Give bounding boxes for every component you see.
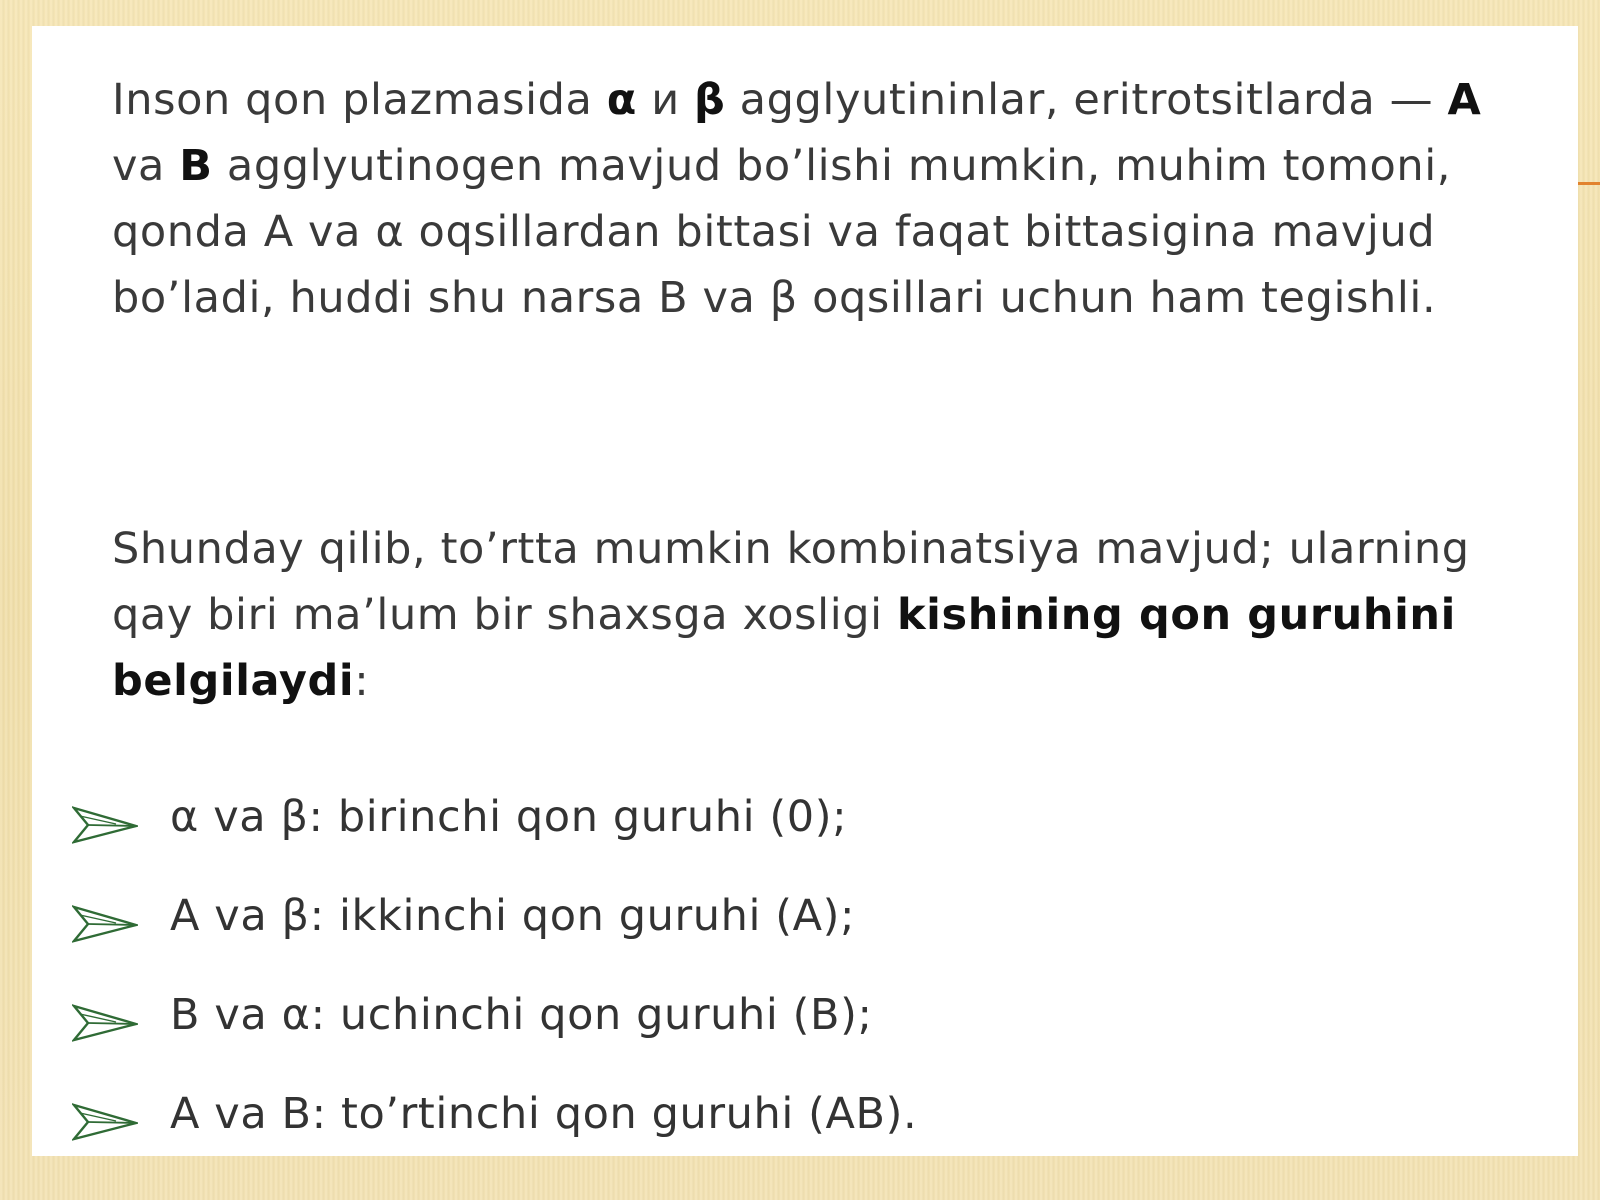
beta-bold: β [694, 75, 726, 125]
paragraph-text: : [354, 656, 370, 706]
list-item-text: B va α: uchinchi qon guruhi (B); [170, 990, 873, 1040]
paragraph-text: va [112, 141, 180, 191]
alpha-bold: α [606, 75, 637, 125]
list-item [72, 786, 917, 885]
list-item [72, 885, 917, 984]
paragraph-text: Inson qon plazmasida [112, 75, 607, 125]
arrow-bullet-icon [72, 903, 138, 943]
paragraph-text: Shunday qilib, to’rtta mumkin kombinatsiya mavjud; ularning qay biri ma’lum bir shaxsga xosligi [112, 524, 1470, 640]
paragraph-text: и [636, 75, 695, 125]
paragraph-agglutinins [112, 67, 1532, 331]
list-item [72, 984, 917, 1083]
antigen-b-bold: B [179, 141, 213, 191]
paragraph-text: agglyutinogen mavjud bo’lishi mumkin, muhim tomoni, qonda A va α oqsillardan bittasi va faqat bittasigina mavjud bo’ladi, huddi shu narsa B va β oqsillari uchun ham tegishli. [112, 141, 1452, 323]
blood-group-emphasis: kishining qon guruhini belgilaydi [112, 590, 1456, 706]
arrow-bullet-icon [72, 1101, 138, 1141]
list-item-text: A va β: ikkinchi qon guruhi (A); [170, 891, 856, 941]
list-item-text: A va B: to’rtinchi qon guruhi (AB). [170, 1089, 918, 1139]
list-item [72, 1083, 917, 1182]
blood-group-list [72, 786, 917, 1182]
arrow-bullet-icon [72, 1002, 138, 1042]
antigen-a-bold: A [1447, 75, 1482, 125]
list-item-text: α va β: birinchi qon guruhi (0); [170, 792, 848, 842]
paragraph-text: agglyutininlar, eritrotsitlarda — [725, 75, 1448, 125]
paragraph-combinations [112, 516, 1532, 714]
content-card [32, 26, 1578, 1156]
arrow-bullet-icon [72, 804, 138, 844]
